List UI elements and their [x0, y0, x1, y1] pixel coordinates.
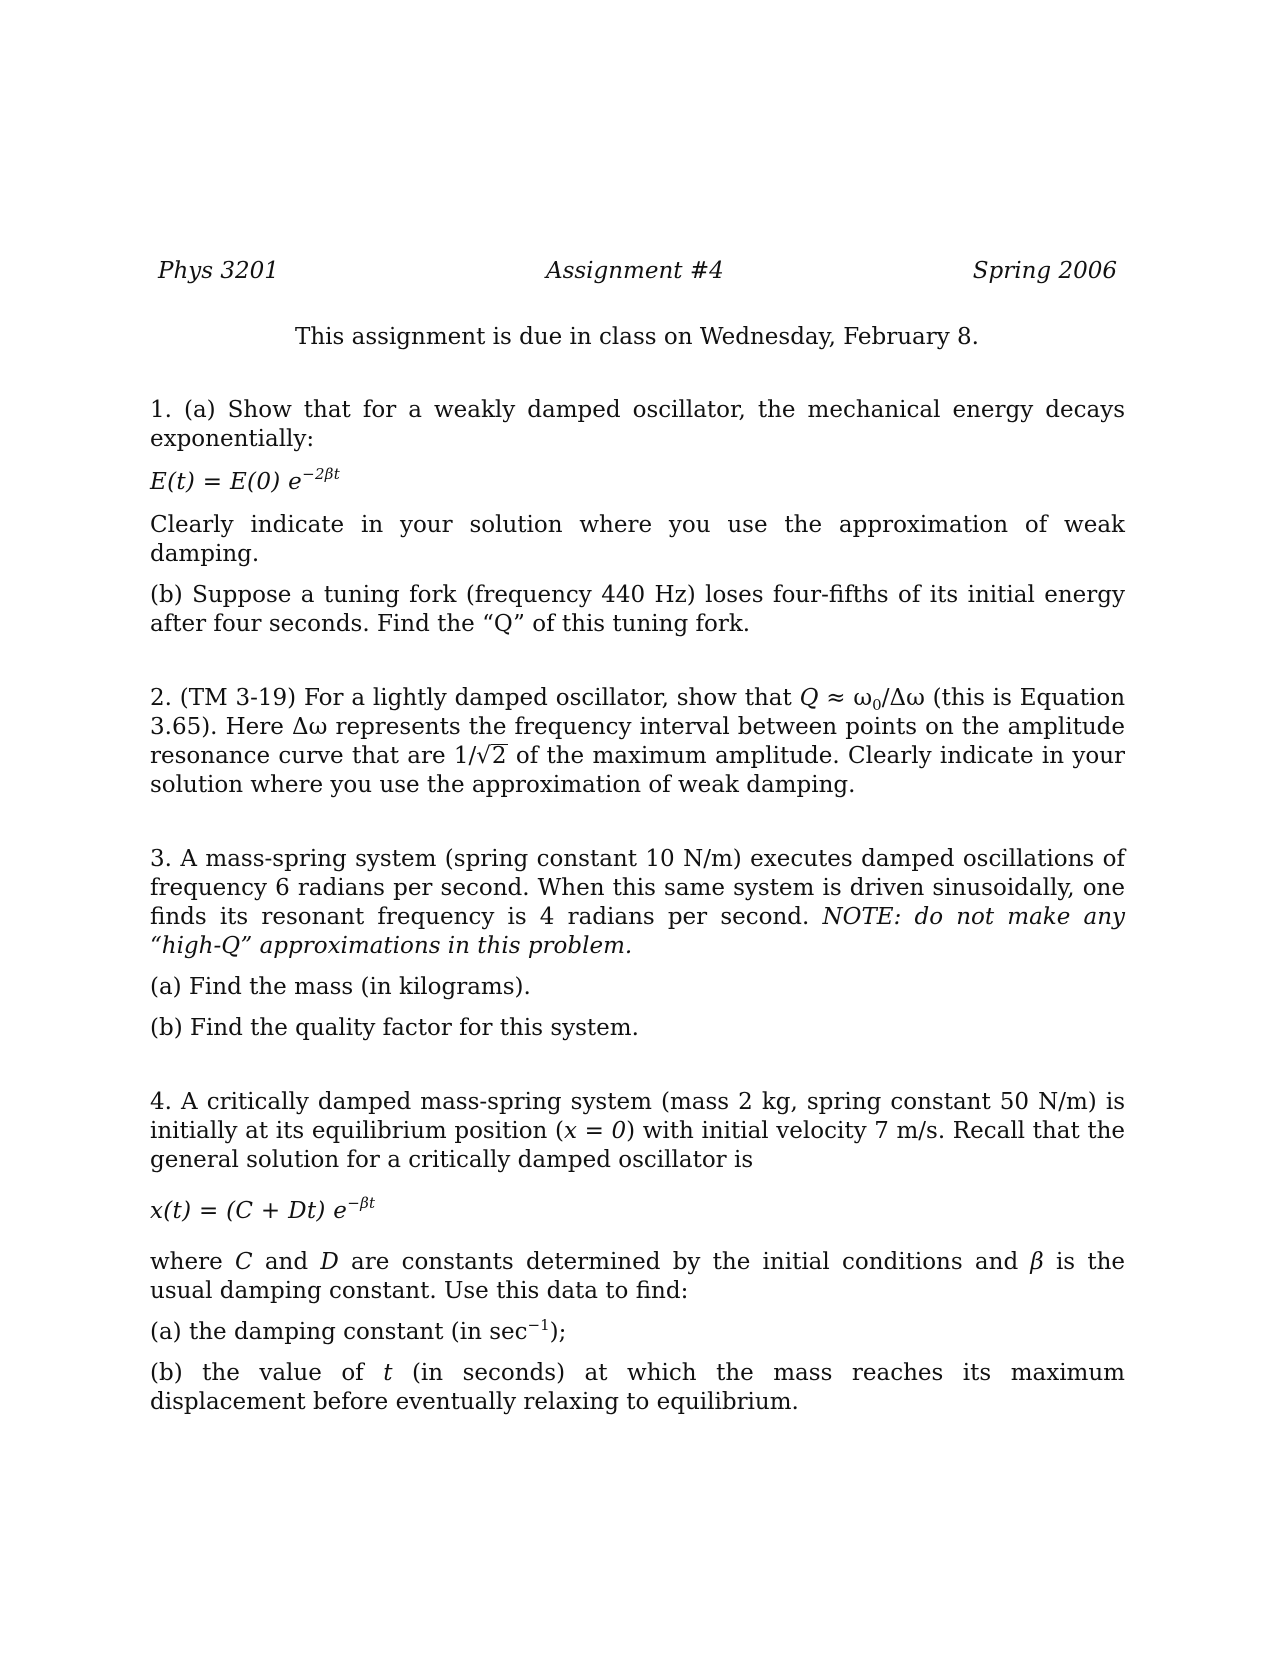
part-b-text-2: (in seconds) at which the mass reaches its maximum displacement before eventually relaxing to equilibrium.: [150, 1360, 1125, 1415]
problem-4-part-b: [150, 1359, 1125, 1417]
problem-1-note: Clearly indicate in your solution where you use the approximation of weak damping.: [150, 512, 1125, 567]
problem-4: [150, 1088, 1125, 1417]
problem-1: [150, 396, 1125, 639]
problem-4-text-1: 4. A critically damped mass-spring system (mass 2 kg, spring constant 50 N/m) is initially at its equilibrium position (: [150, 1089, 1125, 1144]
problem-3-text-1: 3. A mass-spring system (spring constant 10 N/m) executes damped oscillations of frequency 6 radians per second. When this same system is driven sinusoidally, one finds its resonant frequency is 4 radians per second.: [150, 846, 1125, 930]
problem-3-note: NOTE: do not make any “high-Q” approximations in this problem.: [150, 904, 1125, 959]
problem-1-equation: [150, 465, 1125, 497]
approx-omega: ≈ ω: [818, 685, 873, 711]
course-code: Phys 3201: [158, 258, 279, 284]
problem-1-part-a: 1. (a) Show that for a weakly damped oscillator, the mechanical energy decays exponentially:: [150, 397, 1125, 452]
problem-4-equation: [150, 1194, 1125, 1226]
problem-1-equation-exponent: −2βt: [302, 465, 341, 483]
where-text-4: is the usual damping constant. Use this data to find:: [150, 1249, 1126, 1304]
delta-omega-ratio: /Δω: [881, 685, 925, 711]
problem-4-equation-body: x(t) = (C + Dt) e: [150, 1198, 348, 1224]
beta-symbol: β: [1030, 1249, 1044, 1275]
problem-3-text: [150, 845, 1125, 961]
problem-3-part-b: (b) Find the quality factor for this system.: [150, 1015, 639, 1041]
omega-subscript: 0: [872, 696, 882, 714]
problem-4-where: [150, 1248, 1125, 1306]
problem-4-equation-exponent: −βt: [347, 1194, 376, 1212]
problem-4-text: [150, 1088, 1125, 1175]
term: Spring 2006: [972, 258, 1117, 284]
where-text-2: and: [252, 1249, 321, 1275]
part-a-text-1: (a) the damping constant (in sec: [150, 1319, 528, 1345]
problem-4-text-2: ) with initial velocity 7 m/s. Recall that the general solution for a critically damped oscillator is: [150, 1118, 1125, 1173]
problem-3-part-a: (a) Find the mass (in kilograms).: [150, 974, 531, 1000]
assignment-content: [150, 257, 1125, 1417]
part-a-text-2: );: [549, 1319, 567, 1345]
constant-c: C: [234, 1249, 253, 1275]
equilibrium-condition: x = 0: [563, 1118, 627, 1144]
problem-1-equation-body: E(t) = E(0) e: [150, 469, 303, 495]
sqrt-argument: 2: [491, 743, 507, 769]
problem-2-text-1: 2. (TM 3-19) For a lightly damped oscillator, show that: [150, 685, 800, 711]
problem-2-text: [150, 684, 1125, 800]
constant-d: D: [320, 1249, 339, 1275]
problem-4-part-a: [150, 1318, 1125, 1347]
problem-1-part-b: (b) Suppose a tuning fork (frequency 440 Hz) loses four-fifths of its initial energy after four seconds. Find the “Q” of this tuning fork.: [150, 582, 1125, 637]
problem-3: [150, 845, 1125, 1043]
problem-2-text-2: (this is Equation 3.65). Here Δω represents the frequency interval between points on the amplitude resonance curve that are 1/√: [150, 685, 1126, 769]
problem-2-text-3: of the maximum amplitude. Clearly indicate in your solution where you use the approximation of weak damping.: [150, 743, 1125, 798]
where-text-3: are constants determined by the initial conditions and: [338, 1249, 1031, 1275]
part-b-text-1: (b) the value of: [150, 1360, 384, 1386]
assignment-title: Assignment #4: [545, 258, 724, 284]
time-variable: t: [383, 1360, 393, 1386]
due-notice: This assignment is due in class on Wednesday, February 8.: [295, 324, 979, 350]
sec-exponent: −1: [527, 1316, 550, 1334]
problem-2: [150, 684, 1125, 800]
where-text-1: where: [150, 1249, 235, 1275]
page-header: [158, 257, 1117, 289]
q-symbol: Q: [799, 685, 819, 711]
